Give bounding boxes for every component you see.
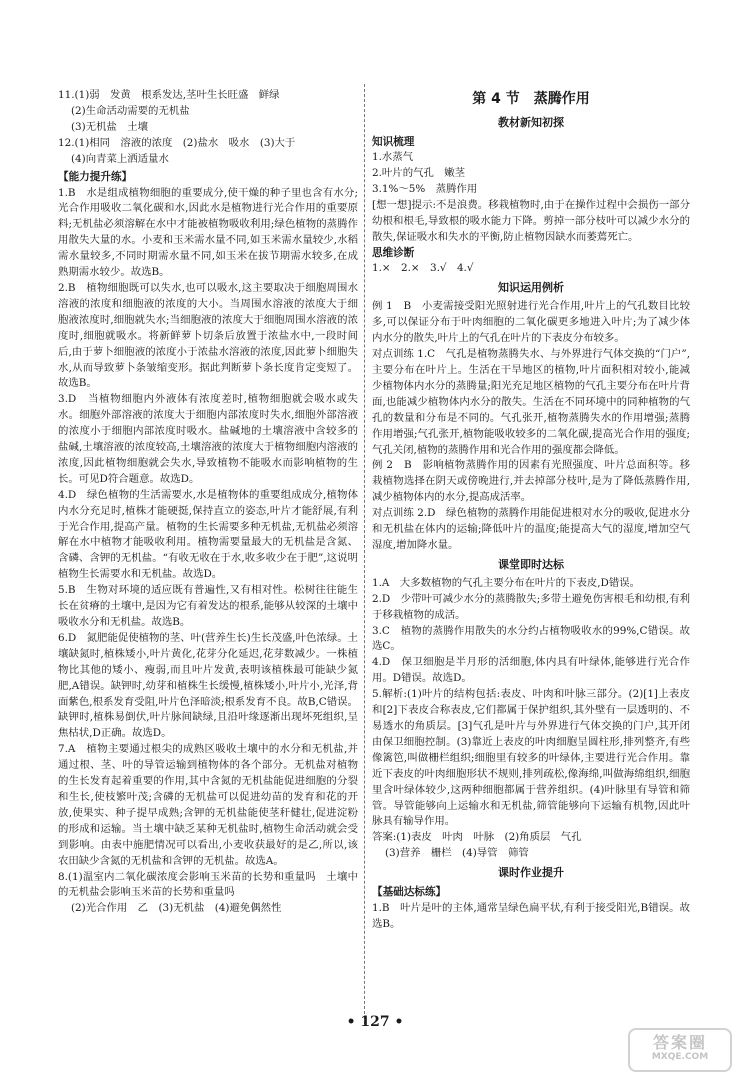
classroom-2: 2.D 少带叶可减少水分的蒸腾散失;多带土避免伤害根毛和幼根,有利于移栽植物的成活。 <box>372 592 690 621</box>
classroom-5: 5.解析:(1)叶片的结构包括:表皮、叶肉和叶脉三部分。(2)[1]上表皮和[2]下表皮合称表皮,它们都属于保护组织,其外壁有一层透明的、不易透水的角质层。[3]气孔是叶片与外界进行气体交换的门户,其开闭由保卫细胞控制。(3)靠近上表皮的叶肉细胞呈圆柱形,排列整齐,有些像篱笆,叫做栅栏组织;细胞里有较多的叶绿体,主要进行光合作用。靠近下表皮的叶肉细胞形状不规则,排列疏松,像海绵,叫做海绵组织,细胞里含叶绿体较少,这两种细胞都属于营养组织。(4)叶脉里有导管和筛管。导管能够向上运输水和无机盐,筛管能够向下运输有机物,因此叶脉具有输导作用。 <box>372 688 690 828</box>
subheading-new-knowledge: 教材新知初探 <box>498 116 564 129</box>
answer-12-4: (4)向青菜上洒适量水 <box>71 152 169 165</box>
knowledge-1: 1.水蒸气 <box>372 151 414 163</box>
section-title: 第 4 节 蒸腾作用 <box>472 91 590 107</box>
answer-ability-6: 6.D 氮肥能促使植物的茎、叶(营养生长)生长茂盛,叶色浓绿。土壤缺氮时,植株矮小,叶片黄化,花芽分化延迟,花芽数减少。一株植物比其他的矮小、瘦弱,而且叶片发黄,表明该植株最可能缺少氮肥,A错误。缺钾时,幼芽和植株生长缓慢,植株矮小,叶片小,光泽,背面紫色,根系发育受阻,叶片色泽暗淡;根系发育不良。故B,C错误。缺钾时,植株易倒伏,叶片脉间缺绿,且沿叶缘逐渐出现坏死组织,呈焦枯状,D正确。故选D。 <box>58 631 358 740</box>
classroom-4: 4.D 保卫细胞是半月形的活细胞,体内具有叶绿体,能够进行光合作用。D错误。故选D。 <box>372 656 690 685</box>
knowledge-3: 3.1%～5% 蒸腾作用 <box>372 182 478 195</box>
page-number: • 127 • <box>346 1014 404 1030</box>
watermark-logo <box>628 1028 732 1072</box>
subheading-classroom: 课堂即时达标 <box>498 557 564 571</box>
section-heading-basic: 【基础达标练】 <box>372 886 447 899</box>
answer-11: 11.(1)弱 发黄 根系发达,茎叶生长旺盛 鲜绿 <box>58 89 280 101</box>
think-tip: [想一想]提示:不是浪费。移栽植物时,由于在操作过程中会损伤一部分幼根和根毛,导致根的吸水能力下降。剪掉一部分枝叶可以减少水分的散失,保证吸水和失水的平衡,防止植物因缺水而萎蔫死亡。 <box>372 198 690 243</box>
classroom-3: 3.C 植物的蒸腾作用散失的水分约占植物吸收水的99%,C错误。故选C。 <box>372 624 690 653</box>
answer-ability-7: 7.A 植物主要通过根尖的成熟区吸收土壤中的水分和无机盐,并通过根、茎、叶的导管运输到植物体的各个部分。无机盐对植物的生长发育起着重要的作用,其中含氮的无机盐能促进细胞的分裂和生长,使枝繁叶茂;含磷的无机盐可以促进幼苗的发育和花的开放,使果实、种子提早成熟;含钾的无机盐能使茎秆健壮,促进淀粉的形成和运输。当土壤中缺乏某种无机盐时,植物生命活动就会受到影响。由表中施肥情况可以看出,小麦收获最好的是乙,所以,该农田缺少含氮的无机盐和含钾的无机盐。故选A。 <box>58 743 358 867</box>
example-2: 例 2 B 影响植物蒸腾作用的因素有光照强度、叶片总面积等。移栽植物选择在阴天或傍晚进行,并去掉部分枝叶,是为了降低蒸腾作用,减少植物体内的水分,提高成活率。 <box>372 459 690 504</box>
column-divider <box>364 84 365 1024</box>
heading-thinking-diagnosis: 思维诊断 <box>372 247 415 260</box>
training-1: 对点训练 1.C 气孔是植物蒸腾失水、与外界进行气体交换的“门户”,主要分布在叶片上。生活在干旱地区的植物,叶片面积相对较小,能减少植物体内水分的蒸腾量;阳光充足地区植物的气孔主要分布在叶片背面,也能减少植物体内水分的散失。生活在不同环境中的同种植物的气孔的数量和分布是不同的。气孔张开,植物蒸腾失水的作用增强;蒸腾作用增强;气孔张开,植物能吸收较多的二氧化碳,提高光合作用的强度;气孔关闭,植物的蒸腾作用和光合作用的强度都会降低。 <box>372 348 690 456</box>
classroom-5-answer: 答案:(1)表皮 叶肉 叶脉 (2)角质层 气孔 <box>372 831 582 844</box>
answer-11-2: (2)生命活动需要的无机盐 <box>71 104 190 117</box>
training-2: 对点训练 2.D 绿色植物的蒸腾作用能促进根对水分的吸收,促进水分和无机盐在体内的运输;降低叶片的温度;能提高大气的湿度,增加空气湿度,增加降水量。 <box>372 507 690 551</box>
knowledge-2: 2.叶片的气孔 嫩茎 <box>372 166 466 179</box>
answer-ability-8-2: (2)光合作用 乙 (3)无机盐 (4)避免偶然性 <box>71 902 282 915</box>
diagnosis-answers: 1.× 2.× 3.√ 4.√ <box>372 262 474 275</box>
answer-ability-4: 4.D 绿色植物的生活需要水,水是植物体的重要组成成分,植物体内水分充足时,植株才能硬挺,保持直立的姿态,叶片才能舒展,有利于光合作用,提高产量。植物的生长需要多种无机盐,无机盐必须溶解在水中植物才能吸收利用。植物需要量最大的无机盐是含氮、含磷、含钾的无机盐。“有收无收在于水,收多收少在于肥”,这说明植物生长需要水和无机盐。故选D。 <box>58 488 358 581</box>
right-column <box>372 88 690 933</box>
section-heading-ability: 【能力提升练】 <box>58 170 133 183</box>
classroom-5-answer-2: (3)营养 栅栏 (4)导管 筛管 <box>385 847 529 860</box>
watermark-top: 答案圈 <box>652 1033 707 1052</box>
answer-12: 12.(1)相同 溶液的浓度 (2)盐水 吸水 (3)大于 <box>58 136 296 149</box>
basic-1: 1.B 叶片是叶的主体,通常呈绿色扁平状,有利于接受阳光,B错误。故选B。 <box>372 902 690 931</box>
classroom-1: 1.A 大多数植物的气孔主要分布在叶片的下表皮,D错误。 <box>372 576 641 589</box>
heading-knowledge-review: 知识梳理 <box>372 136 415 148</box>
subheading-homework: 课时作业提升 <box>498 866 564 880</box>
answer-ability-3: 3.D 当植物细胞内外液体有浓度差时,植物细胞就会吸水或失水。细胞外部溶液的浓度大于细胞内部浓度时失水,细胞外部溶液的浓度小于细胞内部浓度时吸水。盐碱地的土壤溶液中含较多的盐碱,土壤溶液的浓度较高,土壤溶液的浓度大于植物细胞内溶液的浓度,因此植物细胞就会失水,导致植物不能吸水而影响植物的生长。可见D符合题意。故选D。 <box>58 393 358 485</box>
watermark-bottom: MXQE.COM <box>651 1052 709 1062</box>
answer-11-3: (3)无机盐 土壤 <box>71 120 149 133</box>
answer-ability-8: 8.(1)温室内二氧化碳浓度会影响玉米苗的长势和重量吗 土壤中的无机盐会影响玉米苗的长势和重量吗 <box>58 870 358 899</box>
answer-ability-2: 2.B 植物细胞既可以失水,也可以吸水,这主要取决于细胞周围水溶液的浓度和细胞液的浓度的大小。当周围水溶液的浓度大于细胞液浓度时,细胞就失水;当细胞液的浓度大于细胞周围水溶液的浓度时,细胞就吸水。将新鲜萝卜切条后放置于浓盐水中,一段时间后,由于萝卜细胞液的浓度小于浓盐水溶液的浓度,因此萝卜细胞失水,从而导致萝卜条皱缩变形。据此判断萝卜条长度肯定变短了。故选B。 <box>58 281 358 390</box>
answer-ability-5: 5.B 生物对环境的适应既有普遍性,又有相对性。松树往往能生长在贫瘠的土壤中,是因为它有着发达的根系,能够从较深的土壤中吸收水分和无机盐。故选B。 <box>58 584 358 628</box>
left-column <box>58 88 358 917</box>
subheading-application: 知识运用例析 <box>498 281 564 295</box>
answer-ability-1: 1.B 水是组成植物细胞的重要成分,使干燥的种子里也含有水分;光合作用吸收二氧化碳和水,因此水是植物进行光合作用的重要原料;无机盐必须溶解在水中才能被植物吸收利用;绿色植物的蒸腾作用散失大量的水。小麦和玉米需水量不同,如玉米需水量较少,水稻需水量较多,不同时期需水量不同,如玉米在拔节期需水较多,在成熟期需水较少。故选B。 <box>58 186 358 279</box>
example-1: 例 1 B 小麦需接受阳光照射进行光合作用,叶片上的气孔数目比较多,可以保证分布于叶肉细胞的二氧化碳更多地进入叶片;为了减少体内水分的散失,叶片上的气孔在叶片的下表皮分布较多。 <box>372 300 690 345</box>
